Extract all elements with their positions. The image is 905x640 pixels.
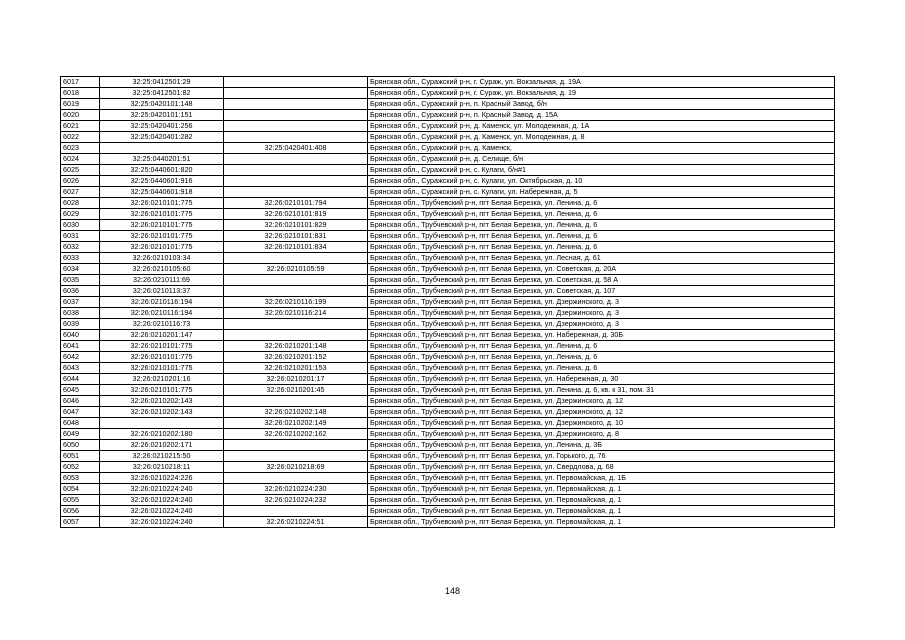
address-cell: Брянская обл., Суражский р-н, д. Селище, б/н bbox=[368, 154, 835, 165]
row-number-cell: 6049 bbox=[61, 429, 100, 440]
cadastral-number-cell: 32:25:0420101:148 bbox=[100, 99, 224, 110]
cadastral-number-cell: 32:25:0440201:51 bbox=[100, 154, 224, 165]
related-cadastral-number-cell: 32:26:0210101:831 bbox=[224, 231, 368, 242]
related-cadastral-number-cell bbox=[224, 253, 368, 264]
cadastral-number-cell: 32:26:0210202:143 bbox=[100, 396, 224, 407]
address-cell: Брянская обл., Суражский р-н, п. Красный Завод, д. 15А bbox=[368, 110, 835, 121]
address-cell: Брянская обл., Трубчевский р-н, пгт Белая Березка, ул. Свердлова, д. 68 bbox=[368, 462, 835, 473]
row-number-cell: 6031 bbox=[61, 231, 100, 242]
cadastral-number-cell: 32:25:0420401:256 bbox=[100, 121, 224, 132]
table-row bbox=[61, 242, 835, 253]
row-number-cell: 6039 bbox=[61, 319, 100, 330]
cadastral-number-cell: 32:26:0210224:240 bbox=[100, 506, 224, 517]
cadastral-number-cell: 32:26:0210105:60 bbox=[100, 264, 224, 275]
row-number-cell: 6033 bbox=[61, 253, 100, 264]
cadastral-number-cell: 32:26:0210113:37 bbox=[100, 286, 224, 297]
row-number-cell: 6054 bbox=[61, 484, 100, 495]
table-row bbox=[61, 143, 835, 154]
address-cell: Брянская обл., Трубчевский р-н, пгт Белая Березка, ул. Первомайская, д. 1Б bbox=[368, 473, 835, 484]
cadastral-number-cell: 32:26:0210101:775 bbox=[100, 209, 224, 220]
table-row bbox=[61, 121, 835, 132]
row-number-cell: 6019 bbox=[61, 99, 100, 110]
related-cadastral-number-cell: 32:26:0210116:199 bbox=[224, 297, 368, 308]
cadastral-number-cell: 32:26:0210101:775 bbox=[100, 352, 224, 363]
cadastral-number-cell bbox=[100, 418, 224, 429]
table-row bbox=[61, 341, 835, 352]
address-cell: Брянская обл., Трубчевский р-н, пгт Белая Березка, ул. Лесная, д. 61 bbox=[368, 253, 835, 264]
related-cadastral-number-cell: 32:26:0210101:794 bbox=[224, 198, 368, 209]
cadastral-number-cell: 32:26:0210111:69 bbox=[100, 275, 224, 286]
row-number-cell: 6050 bbox=[61, 440, 100, 451]
table-row bbox=[61, 77, 835, 88]
cadastral-number-cell: 32:26:0210101:775 bbox=[100, 242, 224, 253]
address-cell: Брянская обл., Трубчевский р-н, пгт Белая Березка, ул. Первомайская, д. 1 bbox=[368, 506, 835, 517]
related-cadastral-number-cell bbox=[224, 319, 368, 330]
table-row bbox=[61, 231, 835, 242]
table-row bbox=[61, 363, 835, 374]
row-number-cell: 6045 bbox=[61, 385, 100, 396]
address-cell: Брянская обл., Трубчевский р-н, пгт Белая Березка, ул. Дзержинского, д. 3 bbox=[368, 319, 835, 330]
related-cadastral-number-cell: 32:26:0210105:59 bbox=[224, 264, 368, 275]
table-row bbox=[61, 418, 835, 429]
related-cadastral-number-cell: 32:26:0210224:232 bbox=[224, 495, 368, 506]
row-number-cell: 6041 bbox=[61, 341, 100, 352]
address-cell: Брянская обл., Трубчевский р-н, пгт Белая Березка, ул. Дзержинского, д. 3 bbox=[368, 308, 835, 319]
related-cadastral-number-cell: 32:25:0420401:408 bbox=[224, 143, 368, 154]
row-number-cell: 6043 bbox=[61, 363, 100, 374]
table-row bbox=[61, 407, 835, 418]
table-row bbox=[61, 220, 835, 231]
table-row bbox=[61, 352, 835, 363]
row-number-cell: 6046 bbox=[61, 396, 100, 407]
related-cadastral-number-cell bbox=[224, 473, 368, 484]
cadastral-number-cell: 32:26:0210116:73 bbox=[100, 319, 224, 330]
row-number-cell: 6020 bbox=[61, 110, 100, 121]
row-number-cell: 6026 bbox=[61, 176, 100, 187]
related-cadastral-number-cell bbox=[224, 396, 368, 407]
related-cadastral-number-cell bbox=[224, 121, 368, 132]
row-number-cell: 6037 bbox=[61, 297, 100, 308]
row-number-cell: 6028 bbox=[61, 198, 100, 209]
related-cadastral-number-cell bbox=[224, 451, 368, 462]
related-cadastral-number-cell: 32:26:0210202:148 bbox=[224, 407, 368, 418]
cadastral-number-cell: 32:26:0210101:775 bbox=[100, 231, 224, 242]
table-row bbox=[61, 198, 835, 209]
cadastral-number-cell: 32:25:0420101:151 bbox=[100, 110, 224, 121]
related-cadastral-number-cell bbox=[224, 330, 368, 341]
related-cadastral-number-cell bbox=[224, 176, 368, 187]
cadastral-number-cell: 32:26:0210101:775 bbox=[100, 220, 224, 231]
table-row bbox=[61, 264, 835, 275]
address-cell: Брянская обл., Трубчевский р-н, пгт Белая Березка, ул. Ленина, д. 6 bbox=[368, 198, 835, 209]
address-cell: Брянская обл., Суражский р-н, с. Кулаги, ул. Октябрьская, д. 10 bbox=[368, 176, 835, 187]
related-cadastral-number-cell: 32:26:0210201:17 bbox=[224, 374, 368, 385]
related-cadastral-number-cell bbox=[224, 99, 368, 110]
address-cell: Брянская обл., Трубчевский р-н, пгт Белая Березка, ул. Дзержинского, д. 12 bbox=[368, 407, 835, 418]
cadastral-number-cell: 32:26:0210116:194 bbox=[100, 308, 224, 319]
row-number-cell: 6055 bbox=[61, 495, 100, 506]
table-row bbox=[61, 132, 835, 143]
address-cell: Брянская обл., Суражский р-н, д. Каменск, ул. Молодежная, д. 1А bbox=[368, 121, 835, 132]
cadastral-number-cell: 32:25:0420401:282 bbox=[100, 132, 224, 143]
table-row bbox=[61, 385, 835, 396]
row-number-cell: 6018 bbox=[61, 88, 100, 99]
cadastral-number-cell: 32:25:0440601:918 bbox=[100, 187, 224, 198]
row-number-cell: 6056 bbox=[61, 506, 100, 517]
table-row bbox=[61, 495, 835, 506]
row-number-cell: 6048 bbox=[61, 418, 100, 429]
related-cadastral-number-cell bbox=[224, 132, 368, 143]
address-cell: Брянская обл., Трубчевский р-н, пгт Белая Березка, ул. Первомайская, д. 1 bbox=[368, 517, 835, 528]
table-row bbox=[61, 154, 835, 165]
address-cell: Брянская обл., Трубчевский р-н, пгт Белая Березка, ул. Набережная, д. 30 bbox=[368, 374, 835, 385]
cadastral-number-cell: 32:26:0210215:50 bbox=[100, 451, 224, 462]
related-cadastral-number-cell bbox=[224, 154, 368, 165]
row-number-cell: 6017 bbox=[61, 77, 100, 88]
table-row bbox=[61, 275, 835, 286]
table-row bbox=[61, 440, 835, 451]
table-row bbox=[61, 374, 835, 385]
row-number-cell: 6051 bbox=[61, 451, 100, 462]
address-cell: Брянская обл., Суражский р-н, д. Каменск, ул. Молодежная, д. 8 bbox=[368, 132, 835, 143]
cadastral-number-cell: 32:25:0440601:820 bbox=[100, 165, 224, 176]
table-row bbox=[61, 165, 835, 176]
address-cell: Брянская обл., Суражский р-н, г. Сураж, ул. Вокзальная, д. 19 bbox=[368, 88, 835, 99]
related-cadastral-number-cell: 32:26:0210101:829 bbox=[224, 220, 368, 231]
related-cadastral-number-cell: 32:26:0210101:834 bbox=[224, 242, 368, 253]
related-cadastral-number-cell bbox=[224, 187, 368, 198]
cadastral-number-cell: 32:26:0210201:16 bbox=[100, 374, 224, 385]
table-row bbox=[61, 429, 835, 440]
row-number-cell: 6025 bbox=[61, 165, 100, 176]
cadastral-number-cell: 32:26:0210101:775 bbox=[100, 198, 224, 209]
cadastral-table bbox=[60, 76, 835, 528]
table-row bbox=[61, 286, 835, 297]
row-number-cell: 6024 bbox=[61, 154, 100, 165]
related-cadastral-number-cell bbox=[224, 440, 368, 451]
cadastral-number-cell bbox=[100, 143, 224, 154]
related-cadastral-number-cell: 32:26:0210116:214 bbox=[224, 308, 368, 319]
table-row bbox=[61, 110, 835, 121]
address-cell: Брянская обл., Трубчевский р-н, пгт Белая Березка, ул. Первомайская, д. 1 bbox=[368, 495, 835, 506]
address-cell: Брянская обл., Трубчевский р-н, пгт Белая Березка, ул. Ленина, д. 6, кв. к 31, пом. 31 bbox=[368, 385, 835, 396]
table-row bbox=[61, 330, 835, 341]
cadastral-number-cell: 32:25:0440601:916 bbox=[100, 176, 224, 187]
row-number-cell: 6030 bbox=[61, 220, 100, 231]
address-cell: Брянская обл., Трубчевский р-н, пгт Белая Березка, ул. Советская, д. 58 А bbox=[368, 275, 835, 286]
address-cell: Брянская обл., Трубчевский р-н, пгт Белая Березка, ул. Ленина, д. 6 bbox=[368, 341, 835, 352]
address-cell: Брянская обл., Трубчевский р-н, пгт Белая Березка, ул. Ленина, д. 6 bbox=[368, 220, 835, 231]
related-cadastral-number-cell: 32:26:0210201:152 bbox=[224, 352, 368, 363]
table-row bbox=[61, 484, 835, 495]
row-number-cell: 6036 bbox=[61, 286, 100, 297]
related-cadastral-number-cell: 32:26:0210224:230 bbox=[224, 484, 368, 495]
related-cadastral-number-cell bbox=[224, 275, 368, 286]
row-number-cell: 6023 bbox=[61, 143, 100, 154]
row-number-cell: 6027 bbox=[61, 187, 100, 198]
cadastral-number-cell: 32:26:0210101:775 bbox=[100, 363, 224, 374]
table-row bbox=[61, 396, 835, 407]
row-number-cell: 6047 bbox=[61, 407, 100, 418]
related-cadastral-number-cell bbox=[224, 165, 368, 176]
related-cadastral-number-cell: 32:26:0210224:51 bbox=[224, 517, 368, 528]
row-number-cell: 6042 bbox=[61, 352, 100, 363]
row-number-cell: 6057 bbox=[61, 517, 100, 528]
related-cadastral-number-cell: 32:26:0210201:153 bbox=[224, 363, 368, 374]
related-cadastral-number-cell: 32:26:0210201:45 bbox=[224, 385, 368, 396]
table-row bbox=[61, 187, 835, 198]
row-number-cell: 6034 bbox=[61, 264, 100, 275]
address-cell: Брянская обл., Трубчевский р-н, пгт Белая Березка, ул. Ленина, д. 6 bbox=[368, 231, 835, 242]
address-cell: Брянская обл., Трубчевский р-н, пгт Белая Березка, ул. Ленина, д. 6 bbox=[368, 209, 835, 220]
cadastral-number-cell: 32:26:0210224:226 bbox=[100, 473, 224, 484]
address-cell: Брянская обл., Трубчевский р-н, пгт Белая Березка, ул. Ленина, д. 6 bbox=[368, 242, 835, 253]
table-row bbox=[61, 473, 835, 484]
row-number-cell: 6035 bbox=[61, 275, 100, 286]
table-row bbox=[61, 209, 835, 220]
related-cadastral-number-cell: 32:26:0210202:162 bbox=[224, 429, 368, 440]
address-cell: Брянская обл., Трубчевский р-н, пгт Белая Березка, ул. Ленина, д. 6 bbox=[368, 352, 835, 363]
table-row bbox=[61, 517, 835, 528]
table-row bbox=[61, 88, 835, 99]
cadastral-number-cell: 32:26:0210101:775 bbox=[100, 341, 224, 352]
row-number-cell: 6044 bbox=[61, 374, 100, 385]
table-row bbox=[61, 451, 835, 462]
address-cell: Брянская обл., Трубчевский р-н, пгт Белая Березка, ул. Ленина, д. 3Б bbox=[368, 440, 835, 451]
related-cadastral-number-cell: 32:26:0210218:69 bbox=[224, 462, 368, 473]
table-row bbox=[61, 99, 835, 110]
cadastral-number-cell: 32:26:0210218:11 bbox=[100, 462, 224, 473]
table-body bbox=[61, 77, 835, 528]
address-cell: Брянская обл., Трубчевский р-н, пгт Белая Березка, ул. Дзержинского, д. 3 bbox=[368, 297, 835, 308]
table-row bbox=[61, 297, 835, 308]
cadastral-number-cell: 32:26:0210202:171 bbox=[100, 440, 224, 451]
address-cell: Брянская обл., Суражский р-н, г. Сураж, ул. Вокзальная, д. 19А bbox=[368, 77, 835, 88]
row-number-cell: 6038 bbox=[61, 308, 100, 319]
cadastral-number-cell: 32:26:0210224:240 bbox=[100, 517, 224, 528]
table-row bbox=[61, 462, 835, 473]
related-cadastral-number-cell: 32:26:0210201:148 bbox=[224, 341, 368, 352]
cadastral-number-cell: 32:26:0210101:775 bbox=[100, 385, 224, 396]
cadastral-number-cell: 32:26:0210103:34 bbox=[100, 253, 224, 264]
row-number-cell: 6040 bbox=[61, 330, 100, 341]
cadastral-number-cell: 32:25:0412501:29 bbox=[100, 77, 224, 88]
related-cadastral-number-cell bbox=[224, 77, 368, 88]
address-cell: Брянская обл., Трубчевский р-н, пгт Белая Березка, ул. Дзержинского, д. 12 bbox=[368, 396, 835, 407]
address-cell: Брянская обл., Трубчевский р-н, пгт Белая Березка, ул. Дзержинского, д. 8 bbox=[368, 429, 835, 440]
cadastral-number-cell: 32:25:0412501:82 bbox=[100, 88, 224, 99]
cadastral-number-cell: 32:26:0210202:180 bbox=[100, 429, 224, 440]
row-number-cell: 6053 bbox=[61, 473, 100, 484]
page-number: 148 bbox=[444, 586, 461, 596]
related-cadastral-number-cell bbox=[224, 110, 368, 121]
row-number-cell: 6029 bbox=[61, 209, 100, 220]
table-row bbox=[61, 506, 835, 517]
address-cell: Брянская обл., Трубчевский р-н, пгт Белая Березка, ул. Ленина, д. 6 bbox=[368, 363, 835, 374]
related-cadastral-number-cell bbox=[224, 506, 368, 517]
row-number-cell: 6032 bbox=[61, 242, 100, 253]
address-cell: Брянская обл., Трубчевский р-н, пгт Белая Березка, ул. Дзержинского, д. 10 bbox=[368, 418, 835, 429]
address-cell: Брянская обл., Трубчевский р-н, пгт Белая Березка, ул. Горького, д. 76 bbox=[368, 451, 835, 462]
table-row bbox=[61, 319, 835, 330]
cadastral-number-cell: 32:26:0210116:194 bbox=[100, 297, 224, 308]
row-number-cell: 6052 bbox=[61, 462, 100, 473]
table-row bbox=[61, 308, 835, 319]
address-cell: Брянская обл., Трубчевский р-н, пгт Белая Березка, ул. Советская, д. 20А bbox=[368, 264, 835, 275]
row-number-cell: 6022 bbox=[61, 132, 100, 143]
cadastral-number-cell: 32:26:0210224:240 bbox=[100, 484, 224, 495]
cadastral-number-cell: 32:26:0210202:143 bbox=[100, 407, 224, 418]
related-cadastral-number-cell bbox=[224, 88, 368, 99]
row-number-cell: 6021 bbox=[61, 121, 100, 132]
cadastral-number-cell: 32:26:0210224:240 bbox=[100, 495, 224, 506]
related-cadastral-number-cell: 32:26:0210202:149 bbox=[224, 418, 368, 429]
table-row bbox=[61, 253, 835, 264]
address-cell: Брянская обл., Суражский р-н, с. Кулаги, ул. Набережная, д. 5 bbox=[368, 187, 835, 198]
address-cell: Брянская обл., Суражский р-н, п. Красный Завод, б/н bbox=[368, 99, 835, 110]
cadastral-number-cell: 32:26:0210201:147 bbox=[100, 330, 224, 341]
related-cadastral-number-cell: 32:26:0210101:819 bbox=[224, 209, 368, 220]
address-cell: Брянская обл., Суражский р-н, д. Каменск, bbox=[368, 143, 835, 154]
address-cell: Брянская обл., Трубчевский р-н, пгт Белая Березка, ул. Первомайская, д. 1 bbox=[368, 484, 835, 495]
address-cell: Брянская обл., Суражский р-н, с. Кулаги, б/н#1 bbox=[368, 165, 835, 176]
table-row bbox=[61, 176, 835, 187]
address-cell: Брянская обл., Трубчевский р-н, пгт Белая Березка, ул. Советская, д. 107 bbox=[368, 286, 835, 297]
address-cell: Брянская обл., Трубчевский р-н, пгт Белая Березка, ул. Набережная, д. 30Б bbox=[368, 330, 835, 341]
related-cadastral-number-cell bbox=[224, 286, 368, 297]
